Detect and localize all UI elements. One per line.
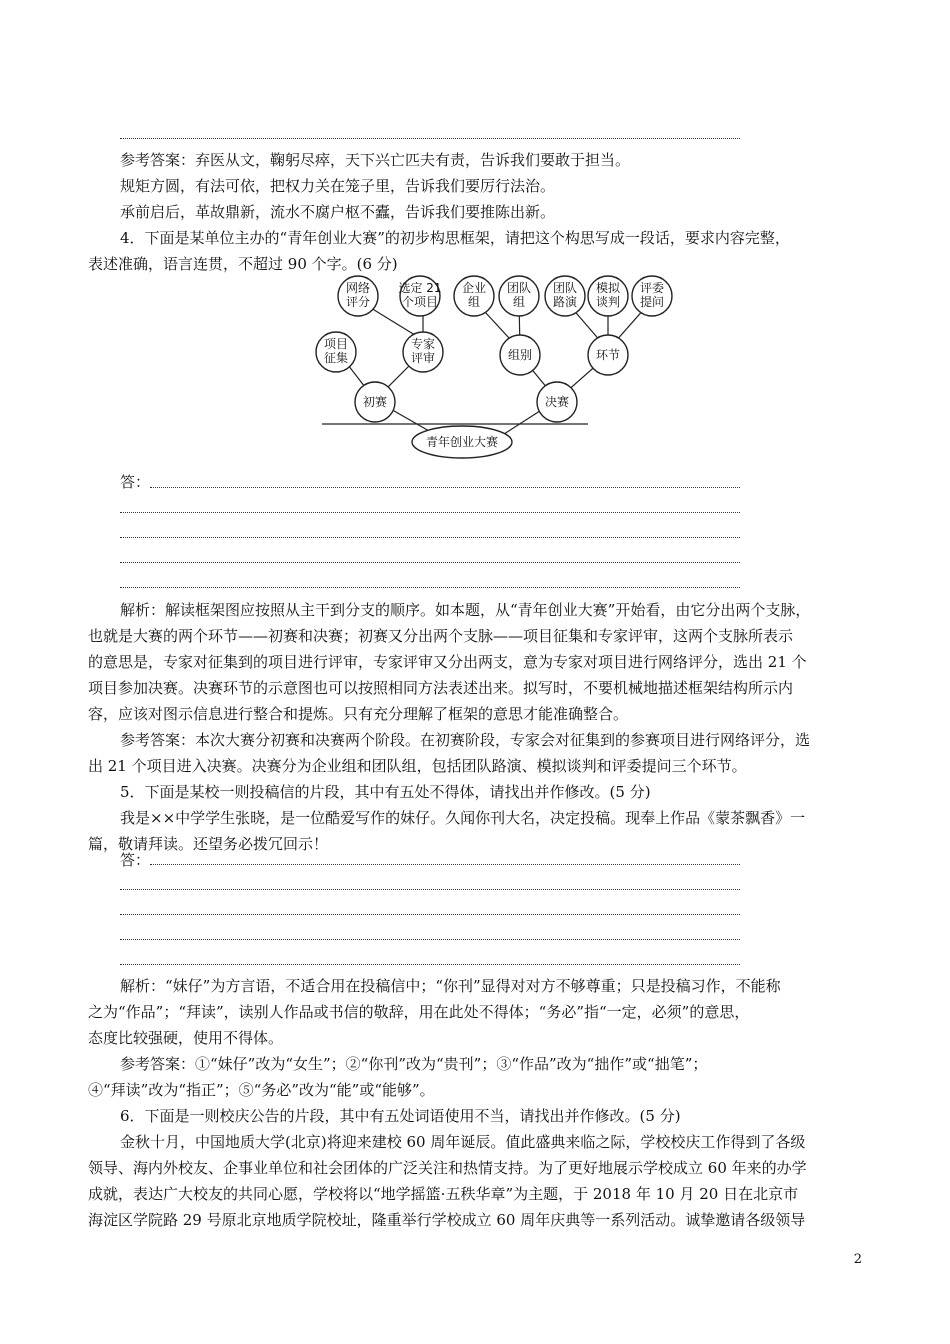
node-label: 评分 [345, 295, 371, 309]
question-prompt: 5．下面是某校一则投稿信的片段，其中有五处不得体，请找出并作修改。(5 分) [120, 783, 651, 801]
reference-answer-line: 参考答案：①“妹仔”改为“女生”；②“你刊”改为“贵刊”；③“作品”改为“拙作”或“拙笔”； [120, 1055, 708, 1073]
node-label: 初赛 [362, 395, 388, 409]
analysis-line: 之为“作品”；“拜读”，读别人作品或书信的敬辞，用在此处不得体；“务必”指“一定，必须”的意思， [88, 1003, 750, 1021]
reference-answer-line: 参考答案：弃医从文，鞠躬尽瘁，天下兴亡匹夫有责，告诉我们要敢于担当。 [120, 151, 631, 169]
reference-answer-line: 参考答案：本次大赛分初赛和决赛两个阶段。在初赛阶段，专家会对征集到的参赛项目进行网络评分，选 [120, 731, 811, 749]
question-prompt: 4．下面是某单位主办的“青年创业大赛”的初步构思框架，请把这个构思写成一段话，要求内容完整， [120, 229, 790, 247]
node-label: 评审 [410, 351, 436, 365]
page-number: 2 [853, 1252, 862, 1267]
node-label: 选定 21 [398, 281, 442, 295]
reference-answer-line: 出 21 个项目进入决赛。决赛分为企业组和团队组，包括团队路演、模拟谈判和评委提问三个环节。 [88, 757, 747, 775]
node-label: 谈判 [595, 295, 621, 309]
analysis-line: 项目参加决赛。决赛环节的示意图也可以按照相同方法表述出来。拟写时，不要机械地描述框架结构所示内 [88, 679, 794, 697]
announcement-text: 领导、海内外校友、企事业单位和社会团体的广泛关注和热情支持。为了更好地展示学校成立 60 年来的办学 [88, 1159, 807, 1177]
letter-text: 我是××中学学生张晓，是一位酷爱写作的妹仔。久闻你刊大名，决定投稿。现奉上作品《蒙茶飘香》一 [120, 809, 806, 827]
node-label: 环节 [595, 348, 621, 362]
node-label: 组 [467, 295, 481, 309]
node-label: 项目 [323, 337, 349, 351]
answer-line[interactable] [120, 939, 740, 940]
reference-answer-line: ④“拜读”改为“指正”；⑤“务必”改为“能”或“能够”。 [88, 1081, 435, 1099]
node-label: 团队 [552, 281, 578, 295]
question-prompt: 6．下面是一则校庆公告的片段，其中有五处词语使用不当，请找出并作修改。(5 分) [120, 1107, 681, 1125]
analysis-line: 态度比较强硬，使用不得体。 [88, 1029, 284, 1047]
answer-label: 答： [120, 473, 151, 491]
answer-line[interactable] [120, 587, 740, 588]
letter-text: 篇，敬请拜读。还望务必拨冗回示！ [88, 835, 329, 853]
answer-line[interactable] [120, 914, 740, 915]
answer-line[interactable] [120, 964, 740, 965]
announcement-text: 海淀区学院路 29 号原北京地质学院校址，隆重举行学校成立 60 周年庆典等一系列活动。诚挚邀请各级领导 [88, 1211, 806, 1229]
node-label: 组别 [507, 348, 533, 362]
answer-line[interactable] [120, 889, 740, 890]
answer-line[interactable] [150, 487, 740, 488]
analysis-line: 的意思是，专家对征集到的项目进行评审，专家评审又分出两支，意为专家对项目进行网络评分，选出 21 个 [88, 653, 807, 671]
question-prompt: 表述准确，语言连贯，不超过 90 个字。(6 分) [88, 255, 398, 273]
reference-answer-line: 规矩方圆，有法可依，把权力关在笼子里，告诉我们要厉行法治。 [120, 177, 556, 195]
answer-line[interactable] [120, 562, 740, 563]
node-label: 决赛 [544, 395, 570, 409]
reference-answer-line: 承前启后，革故鼎新，流水不腐户枢不蠹，告诉我们要推陈出新。 [120, 203, 556, 221]
analysis-line: 解析：“妹仔”为方言语，不适合用在投稿信中；“你刊”显得对对方不够尊重；只是投稿习作，不能称 [120, 977, 781, 995]
announcement-text: 金秋十月，中国地质大学(北京)将迎来建校 60 周年诞辰。值此盛典来临之际，学校校庆工作得到了各级 [120, 1133, 806, 1151]
node-label: 模拟 [595, 281, 621, 295]
analysis-line: 解析：解读框架图应按照从主干到分支的顺序。如本题，从“青年创业大赛”开始看，由它分出两个支脉， [120, 601, 811, 619]
node-label: 个项目 [401, 295, 439, 309]
node-label: 提问 [639, 295, 665, 309]
answer-line[interactable] [120, 537, 740, 538]
node-label: 组 [512, 295, 526, 309]
answer-line[interactable] [120, 512, 740, 513]
node-label: 企业 [461, 281, 487, 295]
analysis-line: 也就是大赛的两个环节——初赛和决赛；初赛又分出两个支脉——项目征集和专家评审，这两个支脉所表示 [88, 627, 794, 645]
node-label: 路演 [552, 295, 578, 309]
announcement-text: 成就，表达广大校友的共同心愿，学校将以“地学摇篮·五秩华章”为主题，于 2018 年 10 月 20 日在北京市 [88, 1185, 799, 1203]
node-label: 评委 [639, 281, 665, 295]
node-label: 网络 [345, 281, 371, 295]
node-label: 征集 [323, 351, 349, 365]
node-label: 团队 [506, 281, 532, 295]
answer-label: 答： [120, 851, 151, 869]
analysis-line: 容，应该对图示信息进行整合和提炼。只有充分理解了框架的意思才能准确整合。 [88, 705, 629, 723]
node-label: 青年创业大赛 [425, 435, 499, 449]
answer-line[interactable] [150, 864, 740, 865]
node-label: 专家 [410, 337, 436, 351]
framework-diagram [0, 0, 950, 470]
